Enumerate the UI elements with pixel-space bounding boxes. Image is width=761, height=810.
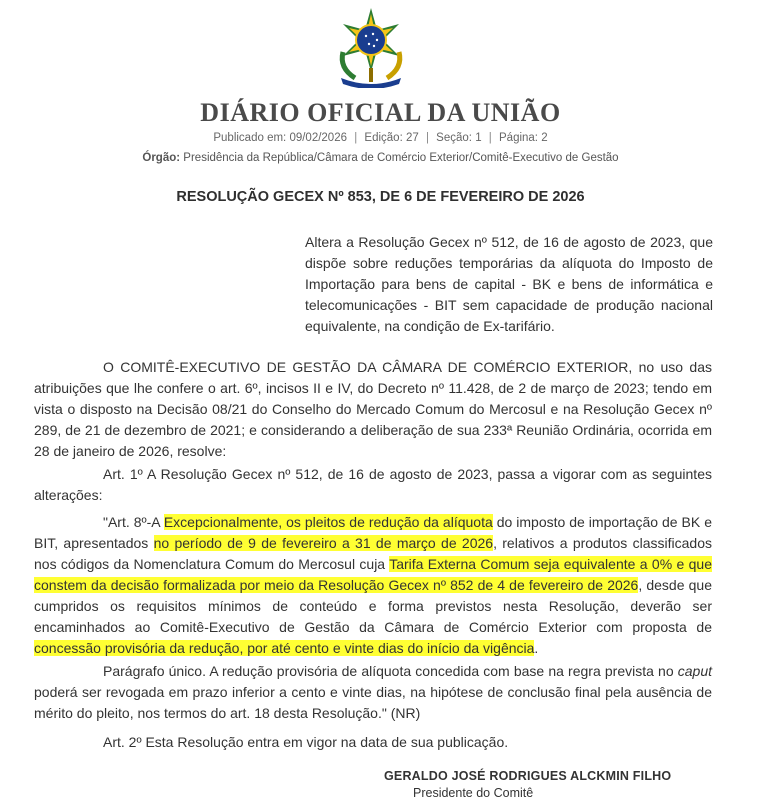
page-number: 2 [541,132,548,144]
article-8a-text: . [534,640,539,656]
orgao-value: Presidência da República/Câmara de Comércio Exterior/Comitê-Executivo de Gestão [183,152,619,164]
edition-label: Edição: [364,132,403,144]
orgao-label: Órgão: [142,152,181,164]
orgao-line [0,152,761,164]
page-label: Página: [499,132,539,144]
article-8a-text: , relativos a produtos classificados nos códigos da Nomenclatura Comum do Mercosul cuja [34,535,712,572]
paragrafo-text: poderá ser revogada em prazo inferior a cento e vinte dias, na hipótese de conclusão final pela ausência de mérito do pleito, nos termos do art. 18 desta Resolução." (NR) [34,684,712,721]
section-number: 1 [475,132,482,144]
article-8a-text: , desde que cumpridos os requisitos mínimos de conteúdo e forma previstos nesta Resolução, deverão ser encaminhados ao Comitê-Executivo de Gestão da Câmara de Comércio Exterior com proposta de [34,577,712,635]
preamble: O COMITÊ-EXECUTIVO DE GESTÃO DA CÂMARA DE COMÉRCIO EXTERIOR, no uso das atribuições que lhe confere o art. 6º, incisos II e IV, do Decreto nº 11.428, de 2 de março de 2023; tendo em vista o disposto na Decisão 08/21 do Conselho do Mercado Comum do Mercosul e na Resolução Gecex nº 289, de 21 de dezembro de 2021; e considerando a deliberação de sua 233ª Reunião Ordinária, ocorrida em 28 de janeiro de 2026, resolve: [34,359,712,459]
highlight: concessão provisória da redução, por até cento e vinte dias do início da vigência [34,640,535,656]
signer-role: Presidente do Comitê [413,786,534,800]
publication-info [0,132,761,144]
separator: | [425,132,429,144]
paragrafo-text: Parágrafo único. A redução provisória de alíquota concedida com base na regra prevista no [103,663,678,679]
highlight: Excepcionalmente, os pleitos de redução da alíquota [163,514,493,530]
signer-name: GERALDO JOSÉ RODRIGUES ALCKMIN FILHO [384,769,672,783]
edition-number: 27 [405,132,419,144]
brasao-republica-icon [333,8,409,88]
highlight: no período de 9 de fevereiro a 31 de março de 2026 [153,535,494,551]
published-label: Publicado em: [213,132,287,144]
section-label: Seção: [436,132,472,144]
caput-term: caput [677,663,712,679]
separator: | [354,132,358,144]
resolution-title: RESOLUÇÃO GECEX Nº 853, DE 6 DE FEVEREIRO DE 2026 [176,189,585,205]
highlight: Tarifa Externa Comum seja equivalente a 0% e que constem da decisão formalizada por meio da Resolução Gecex nº 852 de 4 de fevereiro de 2026 [34,556,712,593]
ementa: Altera a Resolução Gecex nº 512, de 16 de agosto de 2023, que dispõe sobre reduções temporárias da alíquota do Imposto de Importação para bens de capital - BK e bens de informática e telecomunicações - BIT sem capacidade de produção nacional equivalente, na condição de Ex-tarifário. [305,234,713,334]
gazette-title: DIÁRIO OFICIAL DA UNIÃO [200,98,561,127]
separator: | [488,132,492,144]
article-2: Art. 2º Esta Resolução entra em vigor na data de sua publicação. [103,734,509,750]
article-8a-text: "Art. 8º-A [103,514,164,530]
paragrafo-unico [34,661,712,724]
published-date: 09/02/2026 [289,132,347,144]
article-1: Art. 1º A Resolução Gecex nº 512, de 16 de agosto de 2023, passa a vigorar com as seguintes alterações: [34,466,712,503]
article-8a-text: do imposto de importação de BK e BIT, apresentados [34,514,712,551]
article-8a [34,512,712,659]
